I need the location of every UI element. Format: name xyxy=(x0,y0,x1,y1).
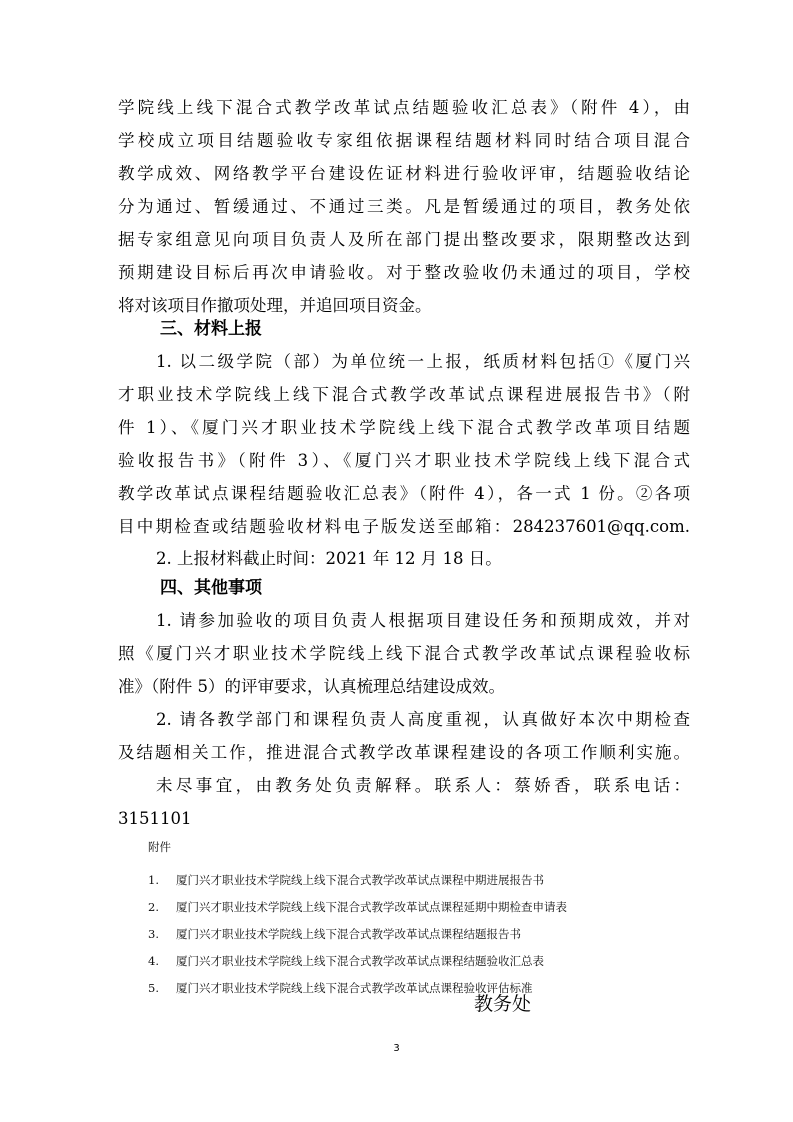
section-heading-other: 四、其他事项 xyxy=(160,578,262,598)
body-line: 才职业技术学院线上线下混合式教学改革试点课程进展报告书》（附 xyxy=(118,385,690,404)
signature-department: 教务处 xyxy=(474,993,532,1015)
body-line: 将对该项目作撤项处理，并追回项目资金。 xyxy=(118,296,432,315)
body-line: 1. 以二级学院（部）为单位统一上报，纸质材料包括①《厦门兴 xyxy=(156,352,690,371)
body-line: 照《厦门兴才职业技术学院线上线下混合式教学改革试点课程验收标 xyxy=(118,644,690,663)
body-line-email: 目中期检查或结题验收材料电子版发送至邮箱：284237601@qq.com. xyxy=(118,517,690,536)
body-line: 学院线上线下混合式教学改革试点结题验收汇总表》（附件 4），由 xyxy=(118,98,690,117)
attachment-number: 4. xyxy=(148,954,159,968)
body-line: 及结题相关工作，推进混合式教学改革课程建设的各项工作顺利实施。 xyxy=(118,743,690,762)
attachment-item xyxy=(0,981,793,995)
attachment-text: 厦门兴才职业技术学院线上线下混合式教学改革试点课程验收评估标准 xyxy=(176,981,533,995)
body-line: 2. 请各教学部门和课程负责人高度重视，认真做好本次中期检查 xyxy=(156,710,690,729)
attachment-item xyxy=(0,900,793,914)
body-line: 教学成效、网络教学平台建设佐证材料进行验收评审，结题验收结论 xyxy=(118,164,690,183)
body-line: 学校成立项目结题验收专家组依据课程结题材料同时结合项目混合 xyxy=(118,131,690,150)
body-line: 验收报告书》（附件 3）、《厦门兴才职业技术学院线上线下混合式 xyxy=(118,451,690,470)
body-line-phone: 3151101 xyxy=(118,809,192,828)
section-heading-materials: 三、材料上报 xyxy=(160,319,262,339)
body-line: 1. 请参加验收的项目负责人根据项目建设任务和预期成效，并对 xyxy=(156,611,690,630)
attachment-item xyxy=(0,927,793,941)
body-line: 据专家组意见向项目负责人及所在部门提出整改要求，限期整改达到 xyxy=(118,230,690,249)
attachments-title: 附件 xyxy=(148,840,171,854)
body-line-deadline: 2. 上报材料截止时间：2021 年 12 月 18 日。 xyxy=(156,549,502,568)
attachment-number: 5. xyxy=(148,981,159,995)
attachment-item xyxy=(0,954,793,968)
body-line: 预期建设目标后再次申请验收。对于整改验收仍未通过的项目，学校 xyxy=(118,263,690,282)
body-line: 件 1）、《厦门兴才职业技术学院线上线下混合式教学改革项目结题 xyxy=(118,418,690,437)
body-line: 准》（附件 5）的评审要求，认真梳理总结建设成效。 xyxy=(118,677,505,696)
body-line: 教学改革试点课程结题验收汇总表》（附件 4），各一式 1 份。②各项 xyxy=(118,484,690,503)
attachment-text: 厦门兴才职业技术学院线上线下混合式教学改革试点课程中期进展报告书 xyxy=(176,873,544,887)
attachment-text: 厦门兴才职业技术学院线上线下混合式教学改革试点课程结题报告书 xyxy=(176,927,521,941)
body-line: 分为通过、暂缓通过、不通过三类。凡是暂缓通过的项目，教务处依 xyxy=(118,197,690,216)
attachment-number: 1. xyxy=(148,873,159,887)
attachment-text: 厦门兴才职业技术学院线上线下混合式教学改革试点课程延期中期检查申请表 xyxy=(176,900,567,914)
page-number: 3 xyxy=(393,1043,400,1054)
body-line-contact: 未尽事宜，由教务处负责解释。联系人：蔡娇香，联系电话： xyxy=(156,776,690,795)
attachment-number: 3. xyxy=(148,927,159,941)
attachment-text: 厦门兴才职业技术学院线上线下混合式教学改革试点课程结题验收汇总表 xyxy=(176,954,544,968)
attachment-number: 2. xyxy=(148,900,159,914)
attachment-item xyxy=(0,873,793,887)
